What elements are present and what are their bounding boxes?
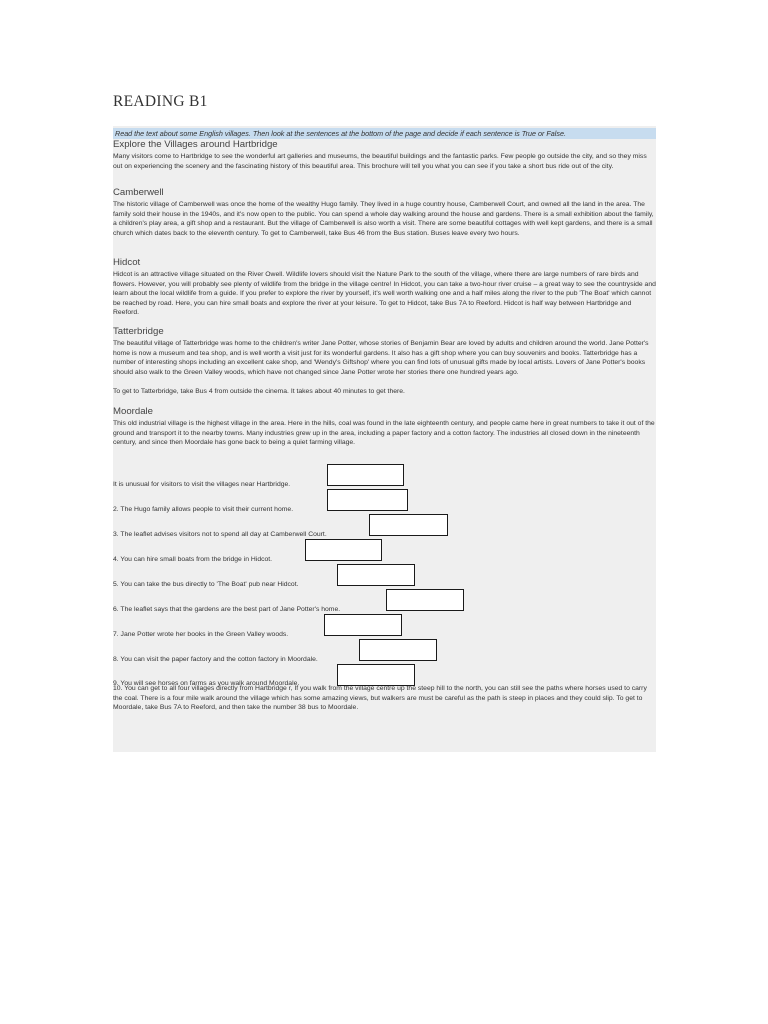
section-text-hidcot: Hidcot is an attractive village situated on the River Owell. Wildlife lovers should visit the Nature Park to the south of the village, where there are large numbers of rare birds and flowers. However, you will probably see plenty of wildlife from the bridge in the village centre! In Hidcot, you can take a two-hour river cruise – a great way to see the countryside and learn about the local wildlife from a guide. If you prefer to explore the river by yourself, it's well worth walking one and a half miles along the river to the pub 'The Boat' which cannot be reached by road. Here, you can hire small boats and explore the river at your leisure. To get to Hidcot, take Bus 7A to Reeford. Hidcot is half way between Hartbridge and Reeford.	[113, 271, 656, 317]
section-heading-tatterbridge: Tatterbridge	[113, 326, 164, 337]
question-10: 10. You can get to all four villages directly from Hartbridge r, If you walk from the village centre up the steep hill to the north, you can still see the paths where horses used to carry the coal. There is a four mile walk around the village which has some amazing views, but walkers are must be careful as the path is steep in places and they could slip. To get to Moordale, take Bus 7A to Reeford, and then take the number 38 bus to Moordale.	[113, 685, 647, 712]
section-text-tatterbridge: The beautiful village of Tatterbridge was home to the children's writer Jane Potter, whose stories of Benjamin Bear are loved by adults and children around the world. Jane Potter's home is now a museum and tea shop, and is well worth a visit just for its wonderful gardens. It also has a gift shop where you can buy souvenirs and books. Tatterbridge has a number of interesting shops including an excellent cake shop, and 'Wendy's Giftshop' where you can find lots of unusual gifts made by local artists. Lovers of Jane Potter's books should also walk to the Green Valley woods, which have not changed since Jane Potter wrote her stories there one hundred years ago.	[113, 340, 649, 376]
question-1: It is unusual for visitors to visit the villages near Hartbridge.	[113, 481, 291, 488]
answer-box-6[interactable]	[386, 589, 464, 611]
answer-box-1[interactable]	[327, 464, 404, 486]
question-6: 6. The leaflet says that the gardens are the best part of Jane Potter's home.	[113, 606, 341, 613]
instruction-banner: Read the text about some English villages. Then look at the sentences at the bottom of the page and decide if each sentence is True or False.	[113, 128, 656, 139]
section-heading-hidcot: Hidcot	[113, 257, 141, 268]
intro-paragraph: Many visitors come to Hartbridge to see the wonderful art galleries and museums, the beautiful buildings and the fantastic parks. Few people go outside the city, and so they miss out on experiencing the scenery and the fascinating history of this beautiful area. This brochure will tell you what you can see if you take a short bus ride out of the city.	[113, 153, 647, 170]
section-text-moordale: This old industrial village is the highest village in the area. Here in the hills, coal was found in the late eighteenth century, and people came here in great numbers to take it out of the ground and transport it to the nearby towns. Many industries grew up in the area, including a paper factory and a cotton factory. The industries all closed down in the nineteenth century, and since then Moordale has gone back to being a quiet farming village.	[113, 420, 655, 447]
section-extra-tatterbridge: To get to Tatterbridge, take Bus 4 from outside the cinema. It takes about 40 minutes to get there.	[113, 388, 405, 395]
section-heading-moordale: Moordale	[113, 406, 153, 417]
section-heading-camberwell: Camberwell	[113, 187, 164, 198]
answer-box-3[interactable]	[369, 514, 448, 536]
answer-box-8[interactable]	[359, 639, 437, 661]
article-heading: Explore the Villages around Hartbridge	[113, 139, 278, 150]
question-8: 8. You can visit the paper factory and the cotton factory in Moordale.	[113, 656, 318, 663]
question-2: 2. The Hugo family allows people to visit their current home.	[113, 506, 294, 513]
answer-box-2[interactable]	[327, 489, 408, 511]
question-3: 3. The leaflet advises visitors not to spend all day at Camberwell Court.	[113, 531, 327, 538]
section-text-camberwell: The historic village of Camberwell was once the home of the wealthy Hugo family. They lived in a huge country house, Camberwell Court, and owned all the land in the area. The family sold their house in the 1940s, and it's now open to the public. You can spend a whole day walking around the house and gardens. There is a small exhibition about the family, a children's play area, a gift shop and a restaurant. But the village of Camberwell is also worth a visit. There are some beautiful cottages with well kept gardens, and there is a small church which dates back to the eleventh century. To get to Camberwell, take Bus 46 from the Bus station. Buses leave every two hours.	[113, 201, 654, 237]
reading-panel	[113, 126, 656, 752]
question-5: 5. You can take the bus directly to 'The Boat' pub near Hidcot.	[113, 581, 299, 588]
question-7: 7. Jane Potter wrote her books in the Green Valley woods.	[113, 631, 289, 638]
answer-box-5[interactable]	[337, 564, 415, 586]
question-9: 9. You will see horses on farms as you walk around Moordale.	[113, 680, 300, 687]
answer-box-7[interactable]	[324, 614, 402, 636]
answer-box-4[interactable]	[305, 539, 382, 561]
answer-box-9[interactable]	[337, 664, 415, 686]
page-title: READING B1	[113, 93, 208, 110]
question-4: 4. You can hire small boats from the bridge in Hidcot.	[113, 556, 273, 563]
